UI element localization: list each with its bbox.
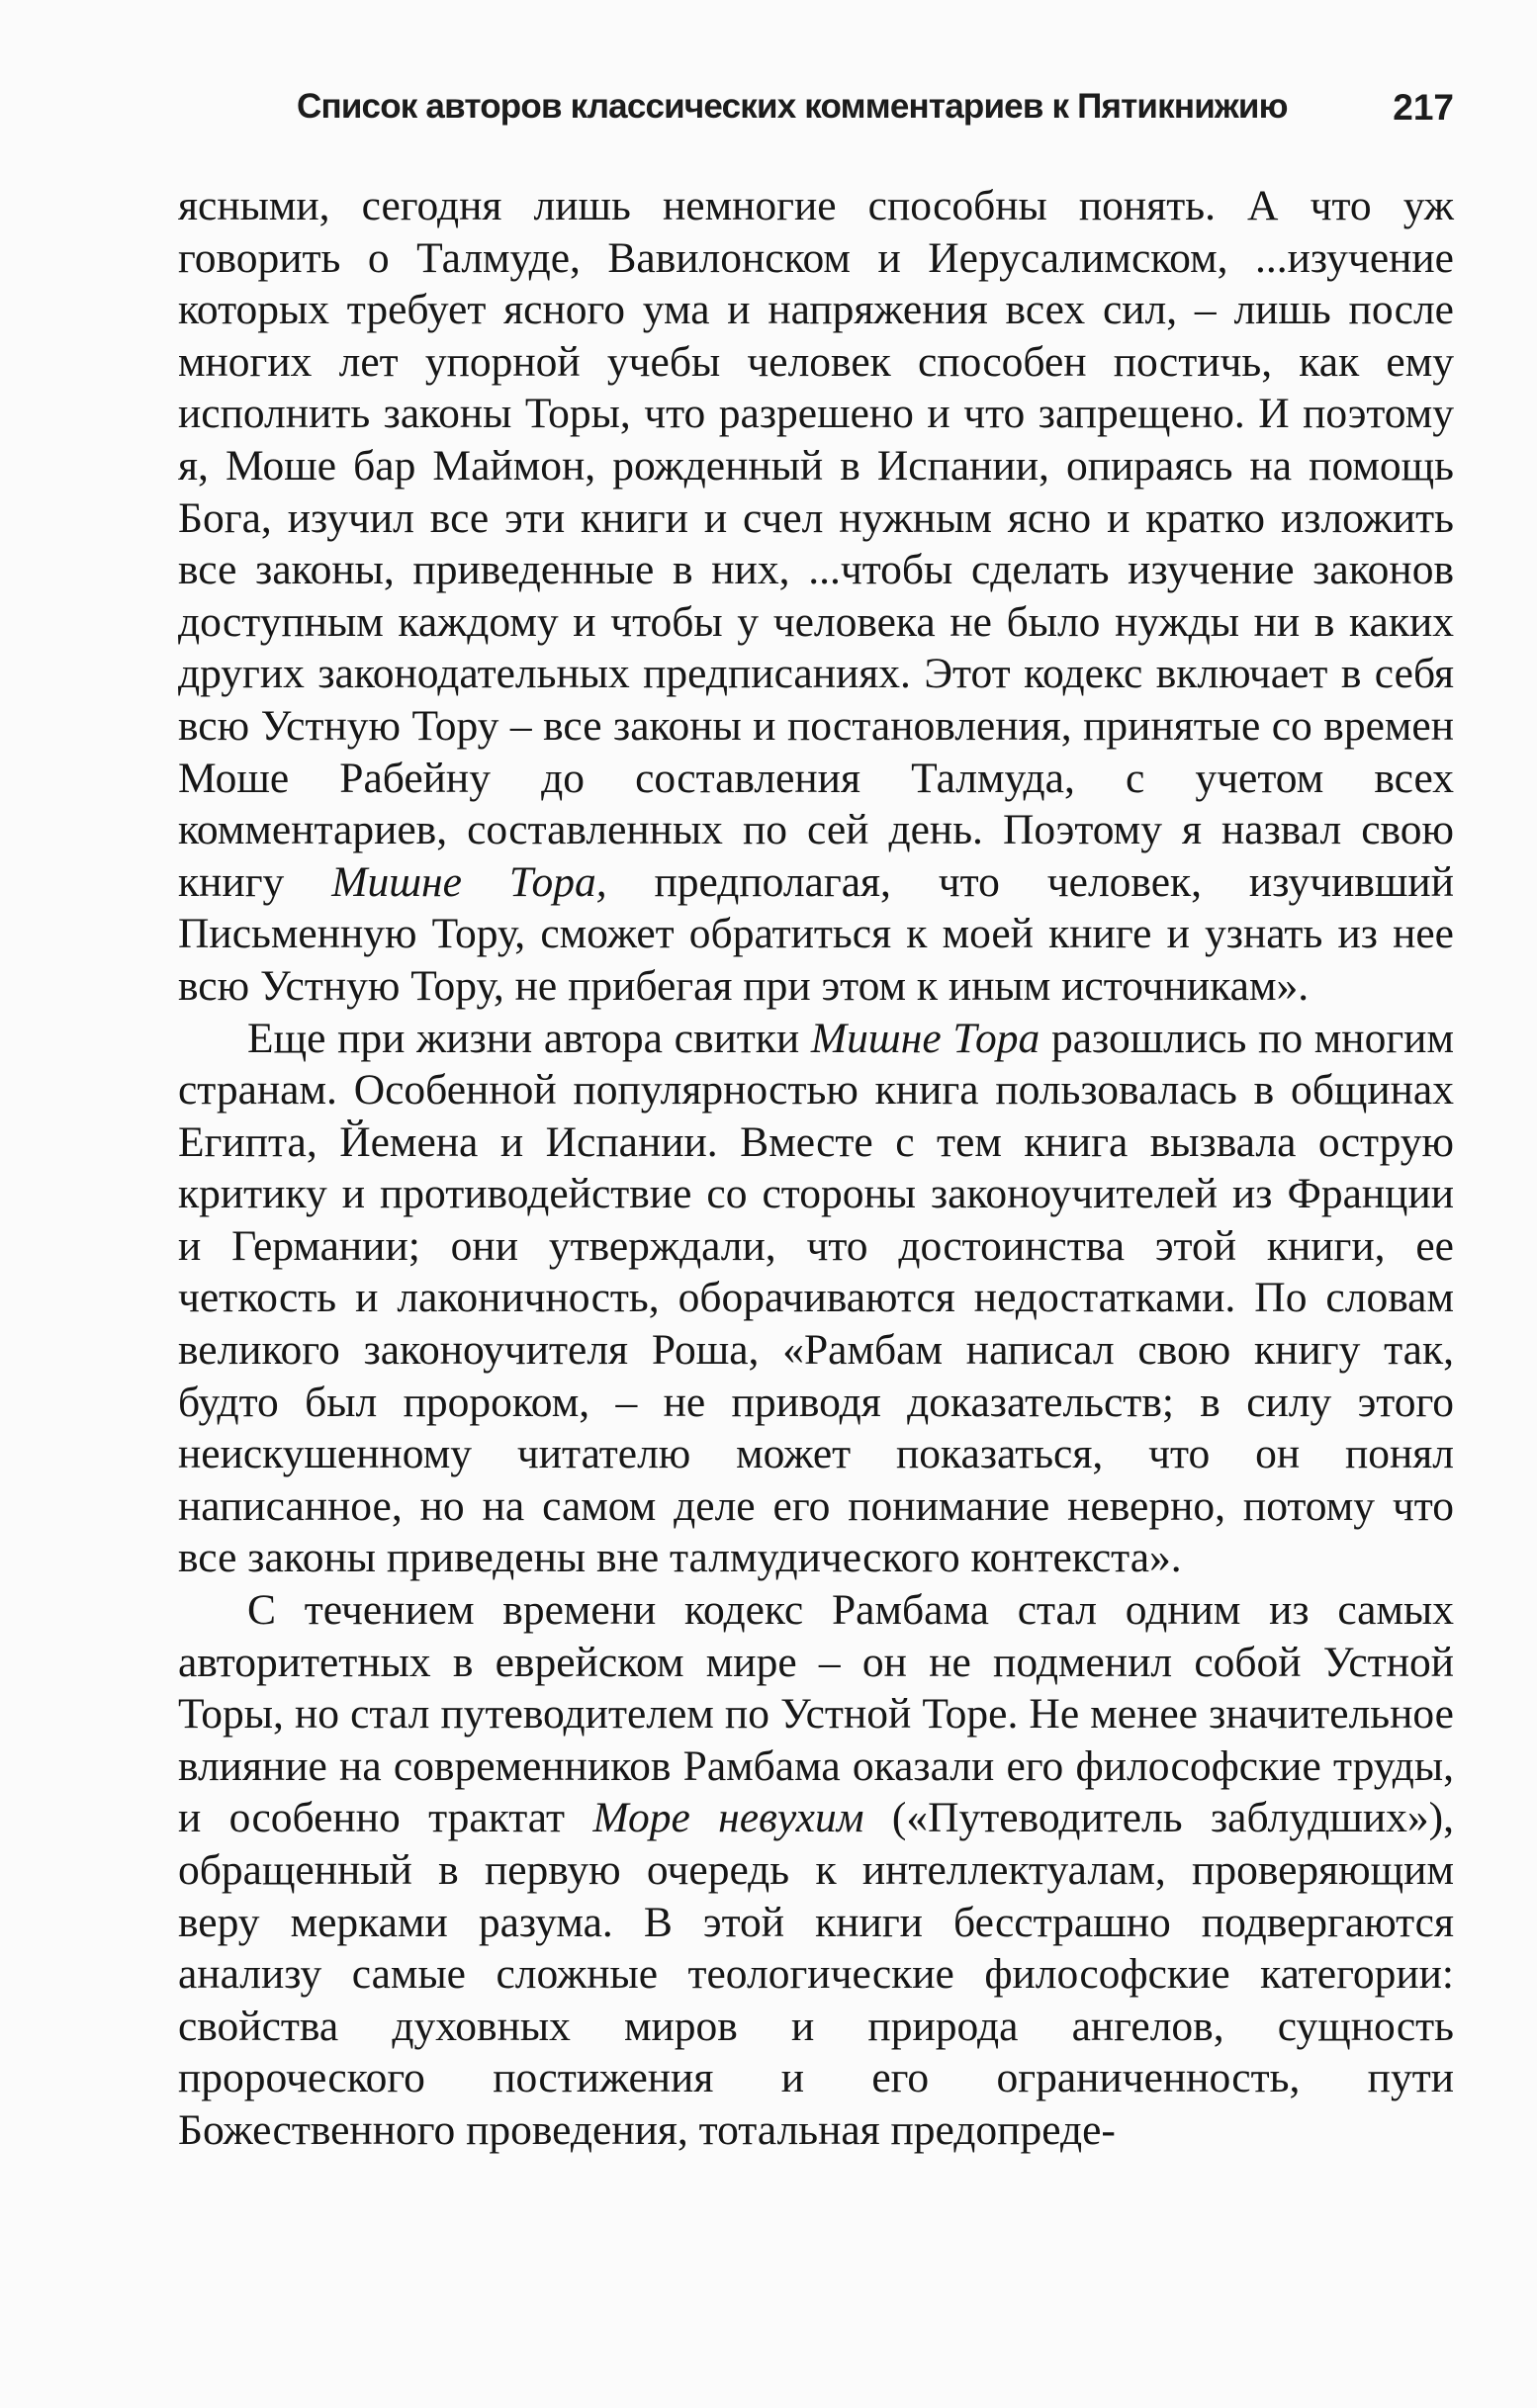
paragraph-3-text-2: («Путеводитель заблудших»), обращенный в первую очередь к интеллектуалам, проверяющим веру мерками разума. В этой книги бесстрашно подвергаются анализу самые сложные теологические философские категории: свойства духовных миров и природа ангелов, сущность пророческого постижения и его ограниченность, пути Божественного проведения, тотальная предопреде- <box>178 1794 1454 2154</box>
paragraph-2-text-1: Еще при жизни автора свитки <box>247 1014 811 1062</box>
paragraph-1-text-1: ясными, сегодня лишь немногие способны понять. А что уж говорить о Талмуде, Вавилонском и Иерусалимском, ...изучение которых требует ясного ума и напряжения всех сил, – лишь после многих лет упорной учебы человек способен постичь, как ему исполнить законы Торы, что разрешено и что запрещено. И поэтому я, Моше бар Маймон, рожденный в Испании, опираясь на помощь Бога, изучил все эти книги и счел нужным ясно и кратко изложить все законы, приведенные в них, ...чтобы сделать изучение законов доступным каждому и чтобы у человека не было нужды ни в каких других законодательных предписаниях. Этот кодекс включает в себя всю Устную Тору – все законы и постановления, принятые со времен Моше Рабейну до составления Талмуда, с учетом всех комментариев, составленных по сей день. Поэтому я назвал свою книгу <box>178 182 1454 906</box>
running-title: Список авторов классических комментариев к Пятикнижию <box>297 87 1288 126</box>
paragraph-3-book-title: Море невухим <box>592 1794 864 1842</box>
paragraph-1-text-2: предполагая, что человек, изучивший Письменную Тору, сможет обратиться к моей книге и узнать из нее всю Устную Тору, не прибегая при этом к иным источникам». <box>178 857 1454 1010</box>
paragraph-2 <box>178 1013 1454 1585</box>
paragraph-3 <box>178 1584 1454 2157</box>
paragraph-1 <box>178 180 1454 1013</box>
running-header <box>297 87 1454 146</box>
page-number: 217 <box>1393 87 1454 128</box>
paragraph-2-text-2: разошлись по многим странам. Особенной популярностью книга пользовалась в общинах Египта, Йемена и Испании. Вместе с тем книга вызвала острую критику и противодействие со стороны законоучителей из Франции и Германии; они утверждали, что достоинства этой книги, ее четкость и лаконичность, оборачиваются недостатками. По словам великого законоучителя Роша, «Рамбам написал свою книгу так, будто был пророком, – не приводя доказательств; в силу этого неискушенному читателю может показаться, что он понял написанное, но на самом деле его понимание неверно, потому что все законы приведены вне талмудического контекста». <box>178 1014 1454 1582</box>
body-text <box>178 180 1454 2157</box>
paragraph-1-book-title: Мишне Тора, <box>331 857 607 906</box>
paragraph-3-text-1: С течением времени кодекс Рамбама стал одним из самых авторитетных в еврейском мире – он не подменил собой Устной Торы, но стал путеводителем по Устной Торе. Не менее значительное влияние на современников Рамбама оказали его философские труды, и особенно трактат <box>178 1586 1454 1842</box>
paragraph-2-book-title: Мишне Тора <box>810 1014 1040 1062</box>
